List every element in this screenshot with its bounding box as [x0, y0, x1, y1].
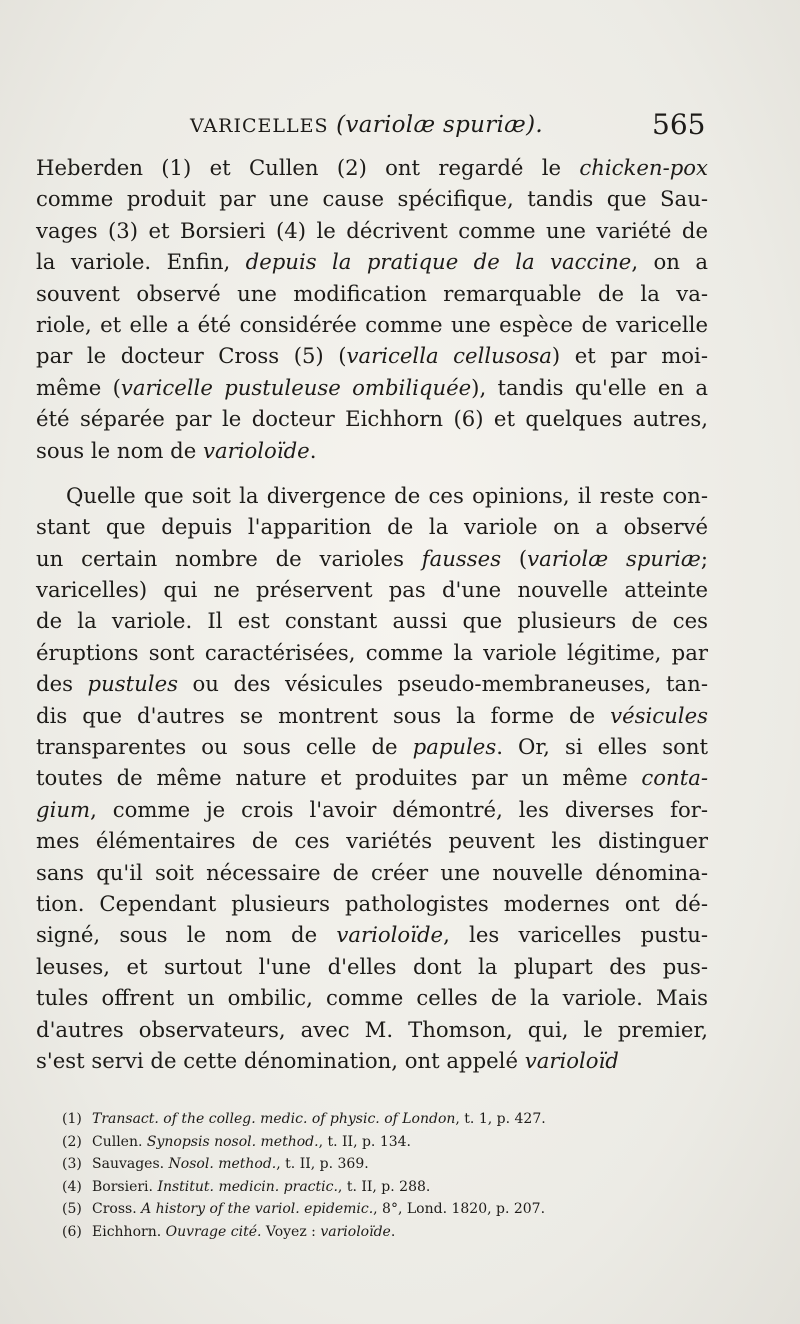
text-run: souvent observé une modification remarquable de la va- [36, 280, 708, 306]
italic-text: varicella cellusosa [346, 343, 552, 369]
footnote-number: (5) [62, 1201, 82, 1218]
text-run: vages (3) et Borsieri (4) le décrivent comme une variété de [36, 217, 708, 243]
italic-text: depuis la pratique de la vaccine [245, 249, 632, 275]
italic-text: varioloïde [336, 922, 444, 948]
text-line [36, 543, 708, 574]
text-run: ; [700, 545, 708, 571]
text-run: ou des vésicules pseudo-membraneuses, tan- [177, 671, 708, 697]
italic-text: pustules [87, 671, 178, 697]
footnote [62, 1176, 662, 1199]
text-run: Heberden (1) et Cullen (2) ont regardé le [36, 155, 580, 180]
text-run: leuses, et surtout l'une d'elles dont la plupart des pus- [36, 953, 708, 979]
footnote-text: , t. II, p. 288. [337, 1178, 431, 1195]
text-line [36, 637, 708, 668]
text-run: tules offrent un ombilic, comme celles de la variole. Mais [36, 985, 708, 1011]
footnote-title: Synopsis nosol. method. [146, 1133, 319, 1150]
italic-text: fausses [421, 545, 502, 571]
footnote-text: , t. 1, p. 427. [455, 1111, 546, 1127]
text-line [36, 246, 708, 277]
text-run: ( [501, 545, 528, 571]
footnote-title: A history of the variol. epidemic. [141, 1201, 374, 1218]
footnote-title: varioloïde [320, 1223, 391, 1240]
paragraph-gap [36, 466, 708, 480]
footnote-title: Institut. medicin. practic. [157, 1178, 338, 1195]
italic-text: varicelle pustuleuse ombiliquée [120, 374, 472, 400]
paragraph [36, 480, 708, 1076]
text-line [36, 372, 708, 403]
paragraph [36, 152, 708, 466]
footnote-text: , t. II, p. 369. [276, 1156, 369, 1173]
footnote-title: Ouvrage cité. [165, 1223, 262, 1240]
footnote-number: (4) [62, 1178, 82, 1195]
italic-text: gium [36, 796, 91, 822]
text-run: des [36, 671, 88, 697]
footnotes [62, 1108, 662, 1244]
text-run: Quelle que soit la divergence de ces opinions, il reste con- [66, 482, 708, 508]
text-run: stant que depuis l'apparition de la variole on a observé [36, 514, 708, 540]
footnote-number: (2) [62, 1133, 82, 1150]
text-line [36, 668, 708, 699]
text-line [36, 183, 708, 214]
text-line [36, 340, 708, 371]
italic-text: variolæ spuriæ [527, 545, 701, 571]
italic-text: chicken-pox [579, 155, 708, 180]
text-line [36, 888, 708, 919]
body-text [36, 152, 708, 1076]
text-line [36, 403, 708, 434]
footnote-text: Sauvages. [92, 1156, 169, 1173]
footnote-text: , t. II, p. 134. [318, 1133, 411, 1150]
text-line [36, 731, 708, 762]
footnote-text: , 8°, Lond. 1820, p. 207. [373, 1201, 546, 1218]
text-run: la variole. Enfin, [36, 249, 246, 275]
footnote-text: Borsieri. [92, 1178, 158, 1195]
italic-text: conta- [641, 765, 708, 791]
text-run: tion. Cependant plusieurs pathologistes modernes ont dé- [36, 890, 708, 916]
footnote [62, 1221, 662, 1244]
text-run: comme produit par une cause spécifique, tandis que Sau- [36, 186, 708, 212]
text-line [36, 309, 708, 340]
running-title: VARICELLES [190, 115, 329, 137]
text-line [36, 215, 708, 246]
text-line [36, 278, 708, 309]
text-run: dis que d'autres se montrent sous la forme de [36, 702, 611, 728]
text-line [36, 919, 708, 950]
text-run: . [309, 437, 317, 463]
text-line [36, 951, 708, 982]
text-run: un certain nombre de varioles [36, 545, 422, 571]
text-line [36, 857, 708, 888]
footnote-number: (3) [62, 1156, 82, 1173]
text-run: varicelles) qui ne préservent pas d'une nouvelle atteinte [36, 577, 708, 603]
footnote-text: . [390, 1223, 396, 1240]
footnote-number: (6) [62, 1223, 82, 1240]
text-run: toutes de même nature et produites par un même [36, 765, 642, 791]
footnote-text: Cross. [92, 1201, 142, 1218]
italic-text: varioloïd [524, 1047, 619, 1073]
running-title-latin: (variolæ spuriæ). [336, 112, 543, 138]
text-line [36, 825, 708, 856]
text-run: ), tandis qu'elle en a [471, 374, 708, 400]
text-line [36, 762, 708, 793]
footnote [62, 1131, 662, 1154]
text-run: de la variole. Il est constant aussi que plusieurs de ces [36, 608, 708, 634]
text-line [36, 1014, 708, 1045]
footnote-title: Nosol. method. [168, 1156, 277, 1173]
text-run: d'autres observateurs, avec M. Thomson, qui, le premier, [36, 1016, 708, 1042]
text-run: . Or, si elles sont [496, 734, 708, 760]
text-run: mes élémentaires de ces variétés peuvent les distinguer [36, 828, 708, 854]
text-line [36, 152, 708, 183]
italic-text: varioloïde [203, 437, 310, 463]
text-run: signé, sous le nom de [36, 922, 337, 948]
text-line [36, 574, 708, 605]
text-run: s'est servi de cette dénomination, ont appelé [36, 1047, 525, 1073]
footnote-text: Voyez : [261, 1223, 321, 1240]
text-run: , les varicelles pustu- [443, 922, 708, 948]
text-run: par le docteur Cross (5) ( [36, 343, 347, 369]
text-line [36, 480, 708, 511]
text-line [36, 511, 708, 542]
text-line [36, 794, 708, 825]
text-run: sous le nom de [36, 437, 203, 463]
text-run: éruptions sont caractérisées, comme la variole légitime, par [36, 639, 708, 665]
running-head [190, 112, 543, 138]
footnote [62, 1108, 662, 1131]
footnote [62, 1198, 662, 1221]
text-line [36, 700, 708, 731]
text-run: sans qu'il soit nécessaire de créer une nouvelle dénomina- [36, 859, 708, 885]
text-run: transparentes ou sous celle de [36, 734, 413, 760]
text-run: , comme je crois l'avoir démontré, les diverses for- [90, 796, 708, 822]
text-line [36, 982, 708, 1013]
italic-text: papules [412, 734, 497, 760]
text-line [36, 605, 708, 636]
footnote-title: Transact. of the colleg. medic. of physic. of London [92, 1111, 456, 1127]
footnote [62, 1153, 662, 1176]
text-run: ) et par moi- [551, 343, 708, 369]
text-run: riole, et elle a été considérée comme une espèce de varicelle [36, 311, 708, 337]
text-run: été séparée par le docteur Eichhorn (6) et quelques autres, [36, 406, 708, 432]
text-run: même ( [36, 374, 121, 400]
text-line [36, 1045, 708, 1076]
text-run: , on a [631, 249, 708, 275]
footnote-text: Cullen. [92, 1133, 147, 1150]
page-number: 565 [652, 108, 706, 141]
text-line [36, 435, 708, 466]
footnote-text: Eichhorn. [92, 1223, 166, 1240]
footnote-number: (1) [62, 1111, 82, 1127]
italic-text: vésicules [610, 702, 708, 728]
